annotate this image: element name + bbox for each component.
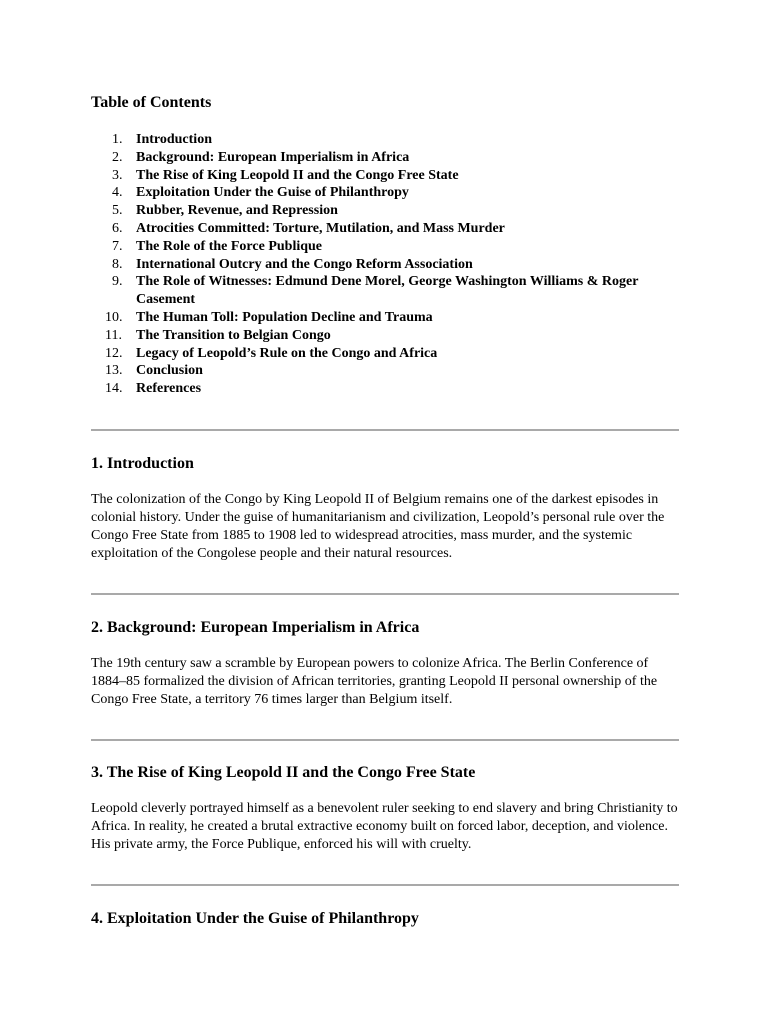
section-title: 2. Background: European Imperialism in Africa [91,619,420,636]
toc-item-number: 1. [112,132,123,147]
toc-item[interactable] [91,202,679,220]
toc-item-label: Atrocities Committed: Torture, Mutilation, and Mass Murder [136,220,505,236]
toc-title: Table of Contents [91,94,212,111]
section-title: 4. Exploitation Under the Guise of Philanthropy [91,910,419,927]
toc-item-label: The Rise of King Leopold II and the Congo Free State [136,167,459,183]
toc-item-label: Exploitation Under the Guise of Philanthropy [136,185,409,201]
toc-item-number: 4. [112,185,123,201]
toc-item[interactable] [91,327,679,345]
toc-item-label: The Human Toll: Population Decline and Trauma [136,309,433,325]
toc-item-label: Legacy of Leopold’s Rule on the Congo and Africa [136,345,438,361]
toc-item-label: Introduction [136,132,212,147]
section-divider [91,429,679,431]
toc-item-number: 13. [105,363,123,379]
toc-item[interactable] [91,167,679,185]
section-body: Leopold cleverly portrayed himself as a benevolent ruler seeking to end slavery and bring Christianity to Africa. In reality, he created a brutal extractive economy built on forced labor, deception, and violence. His private army, the Force Publique, enforced his will with cruelty. [91,801,678,852]
toc-item-number: 2. [112,149,123,165]
section-divider [91,739,679,741]
toc-item-label: Rubber, Revenue, and Repression [136,203,338,219]
toc-item-number: 8. [112,256,123,272]
toc-item[interactable] [91,131,679,149]
toc-item-number: 11. [105,327,122,343]
toc-item[interactable] [91,362,679,380]
toc-item-number: 14. [105,381,123,397]
toc-item-label: References [136,381,202,397]
toc-item[interactable] [91,220,679,238]
toc-item-label: Conclusion [136,363,203,379]
toc-item[interactable] [91,345,679,363]
toc-item-number: 9. [112,274,123,290]
section-divider [91,884,679,886]
toc-item[interactable] [91,256,679,274]
toc-item[interactable] [91,273,679,309]
section-divider [91,593,679,595]
toc-item-label: The Role of the Force Publique [136,238,323,254]
toc-item-label: The Role of Witnesses: Edmund Dene Morel, George Washington Williams & Roger Casement [136,274,639,308]
toc-item-label: International Outcry and the Congo Reform Association [136,256,473,272]
toc-item-number: 5. [112,203,123,219]
section-title: 3. The Rise of King Leopold II and the Congo Free State [91,764,476,781]
toc-item-label: Background: European Imperialism in Africa [136,149,410,165]
section-body: The colonization of the Congo by King Leopold II of Belgium remains one of the darkest episodes in colonial history. Under the guise of humanitarianism and civilization, Leopold’s personal rule over the Congo Free State from 1885 to 1908 led to widespread atrocities, mass murder, and the systemic exploitation of the Congolese people and their natural resources. [91,492,665,561]
toc-list [91,131,679,398]
section-title: 1. Introduction [91,455,194,472]
section-body: The 19th century saw a scramble by European powers to colonize Africa. The Berlin Conference of 1884–85 formalized the division of African territories, granting Leopold II personal ownership of the Congo Free State, a territory 76 times larger than Belgium itself. [91,656,658,707]
toc-item-number: 3. [112,167,123,183]
toc-item-label: The Transition to Belgian Congo [136,327,331,343]
toc-item-number: 10. [105,309,123,325]
toc-item[interactable] [91,184,679,202]
toc-item[interactable] [91,149,679,167]
toc-item-number: 7. [112,238,123,254]
toc-item[interactable] [91,380,679,398]
toc-item[interactable] [91,309,679,327]
toc-item[interactable] [91,238,679,256]
toc-item-number: 12. [105,345,123,361]
toc-item-number: 6. [112,220,123,236]
